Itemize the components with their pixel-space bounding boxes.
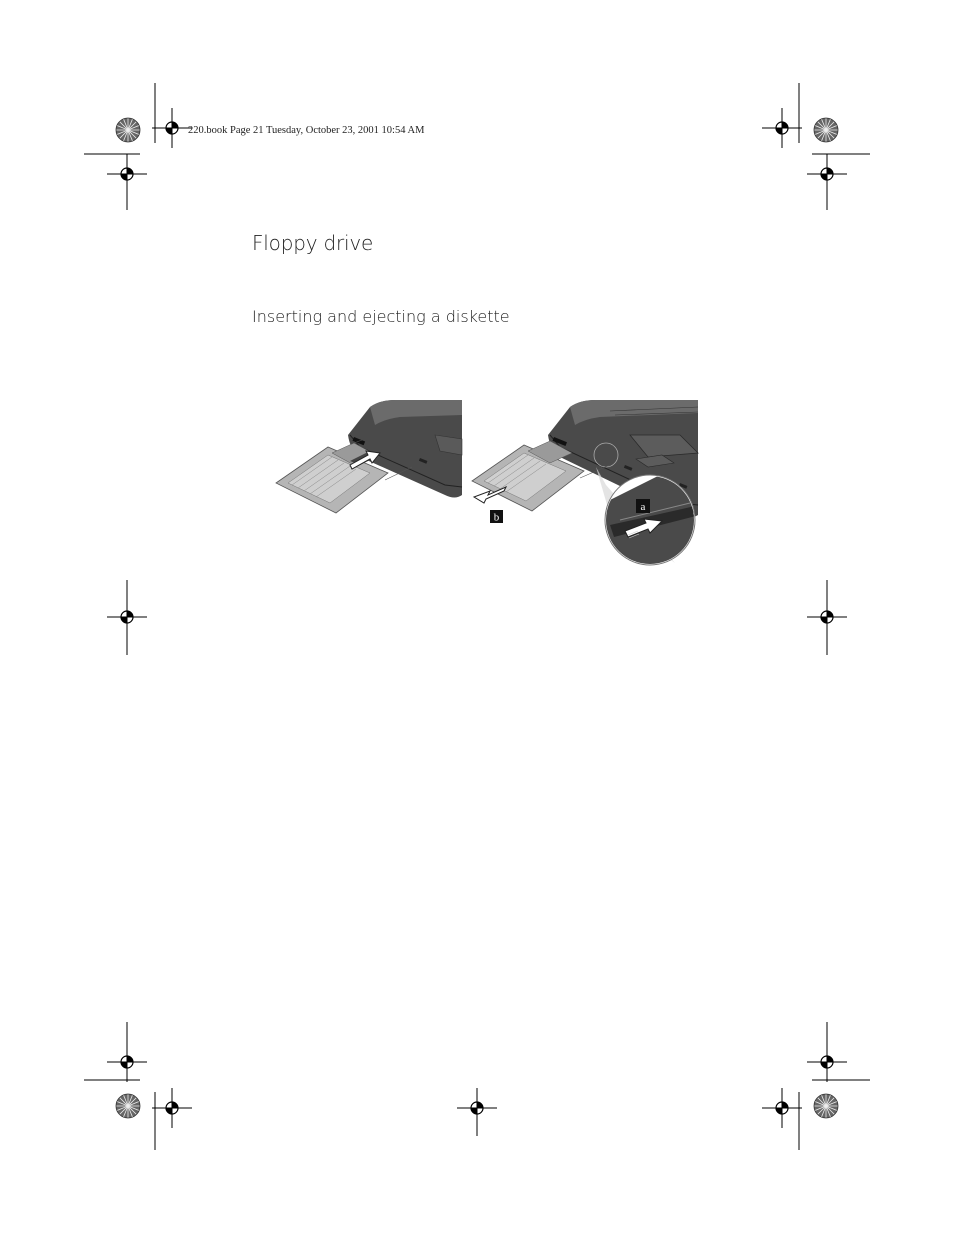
callout-a [636, 499, 650, 513]
callout-b [490, 510, 503, 524]
callout-b-label: b [493, 511, 500, 524]
print-header: 220.book Page 21 Tuesday, October 23, 2001 10:54 AM [188, 125, 425, 136]
floppy-illustration [270, 395, 705, 570]
subsection-title: Inserting and ejecting a diskette [252, 307, 510, 326]
section-title: Floppy drive [252, 231, 374, 255]
callout-a-label: a [640, 501, 646, 513]
